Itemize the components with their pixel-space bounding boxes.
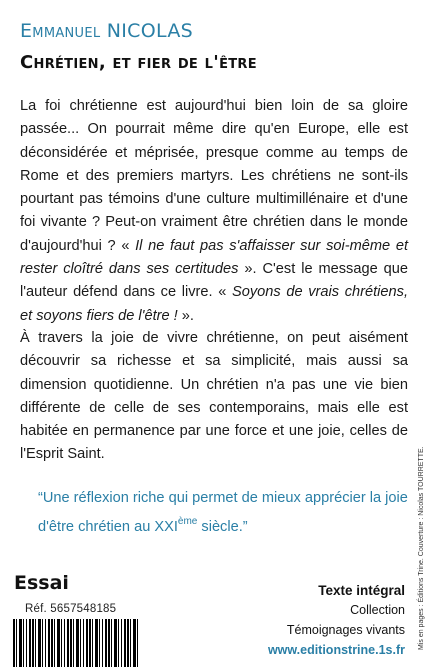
collection-title: Témoignages vivants [286,623,405,637]
author-name: Emmanuel NICOLAS [20,20,193,42]
pull-quote-end: siècle.” [197,519,248,535]
credits-sidebar [414,330,426,650]
quote-italic-1: Il ne faut pas s'affaisser sur soi-même et rester cloîtré dans ses certitudes [20,237,409,278]
genre-label: Essai [14,572,69,594]
texte-integral-label: Texte intégral [318,583,405,598]
pull-quote-superscript: ème [177,516,198,527]
collection-word: Collection [350,603,405,617]
book-title: Chrétien, et fier de l'être [20,52,257,73]
credits-text: Mis en pages : Éditions Trine. Couverture : Nicolas TOURRETTE. [418,446,425,650]
synopsis-paragraph-1 [20,95,408,328]
publisher-info [268,583,405,657]
website-link[interactable]: www.editionstrine.1s.fr [267,643,405,657]
synopsis-paragraph-2: À travers la joie de vivre chrétienne, on peut aisément découvrir sa richesse et sa simplicité, mais aussi sa dimension quotidienne. Un chrétien n'a pas une vie bien différente de celle de ses contemporains, mais elle est habitée en permanence par une force et une joie, celles de l'Esprit Saint. [20,330,408,463]
synopsis-text: La foi chrétienne est aujourd'hui bien loin de sa gloire passée... On pourrait même dire qu'en Europe, elle est déconsidérée et méprisée, presque comme au temps de Rome et des premiers martyrs. Les chrétiens ne sont-ils pourtant pas témoins d'une culture multimillénaire et d'une foi vivante ? Peut-on vraiment être chrétien dans le monde d'aujourd'hui ? « [20,98,408,254]
barcode-image [13,619,139,667]
reference-number: Réf. 5657548185 [25,603,117,615]
synopsis-text-mid: ». C'est le message que l'auteur défend dans ce livre. « [20,261,408,301]
quote-italic-2: Soyons de vrais chrétiens, et soyons fiers de l'être ! [20,284,408,324]
synopsis-text-end: ». [177,307,194,324]
pull-quote-text: “Une réflexion riche qui permet de mieux apprécier la joie d'être chrétien au XXI [38,490,408,535]
pull-quote [38,487,416,539]
